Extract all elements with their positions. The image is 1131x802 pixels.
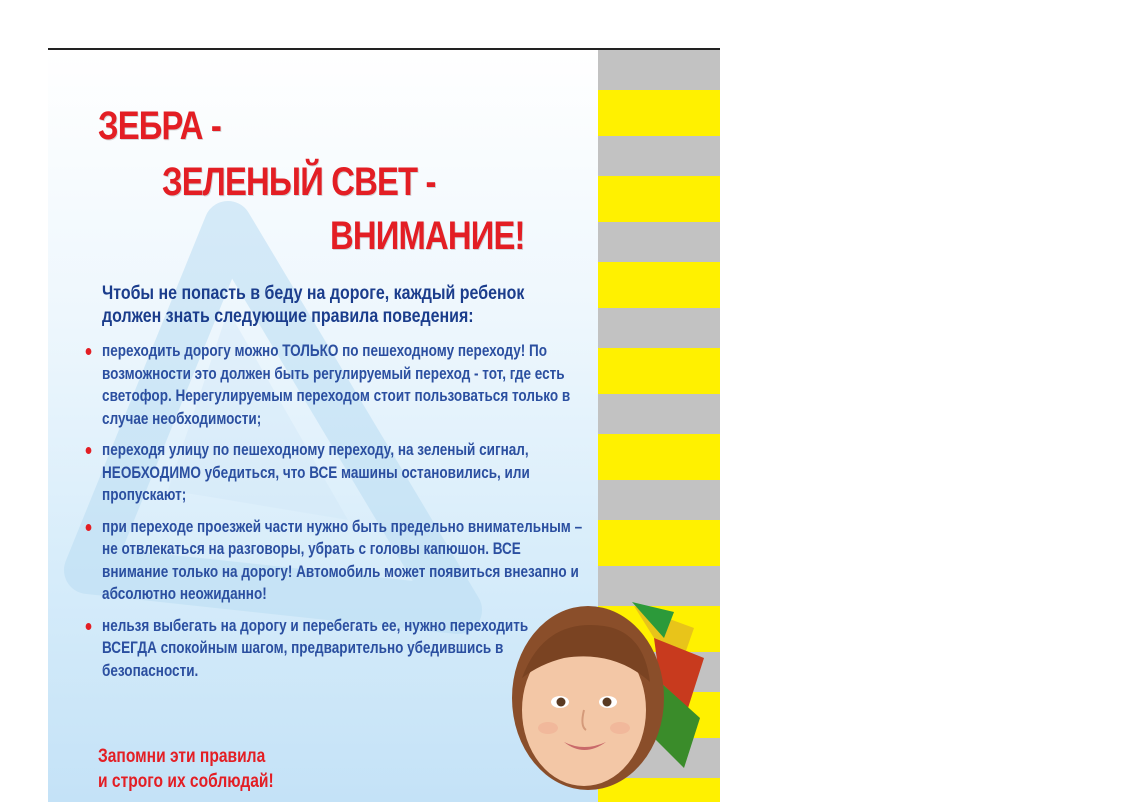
rule-text: при переходе проезжей части нужно быть предельно внимательным – не отвлекаться на разговоры, убрать с головы капюшон. ВСЕ внимание только на дорогу! Автомобиль может появиться внезапно и абсолютно неожиданно! — [102, 517, 583, 603]
rule-item — [84, 340, 584, 430]
rule-text: переходить дорогу можно ТОЛЬКО по пешеходному переходу! По возможности это должен быть регулируемый переход - тот, где есть светофор. Нерегулируемым переходом стоит пользоваться только в случае необходимости; — [102, 342, 571, 428]
rule-text: нельзя выбегать на дорогу и перебегать ее, нужно переходить ВСЕГДА спокойным шагом, предварительно убедившись в безопасности. — [102, 616, 529, 680]
bullet-icon — [86, 524, 92, 531]
rule-item — [84, 516, 584, 606]
child-photo-illustration — [504, 598, 720, 802]
poster — [48, 48, 720, 802]
headline-line-3: ВНИМАНИЕ! — [330, 214, 525, 258]
rule-item — [84, 439, 584, 507]
headline-line-2: ЗЕЛЕНЫЙ СВЕТ - — [162, 160, 436, 204]
bullet-icon — [86, 447, 92, 454]
intro-text: Чтобы не попасть в беду на дороге, каждый ребенок должен знать следующие правила поведения: — [102, 283, 525, 327]
reminder-line-2: и строго их соблюдай! — [98, 771, 274, 792]
headline-line-1: ЗЕБРА - — [98, 104, 221, 148]
bullet-icon — [86, 623, 92, 630]
bullet-icon — [86, 348, 92, 355]
reminder-text — [98, 744, 360, 794]
reminder-line-1: Запомни эти правила — [98, 746, 266, 767]
rule-text: переходя улицу по пешеходному переходу, на зеленый сигнал, НЕОБХОДИМО убедиться, что ВСЕ машины остановились, или пропускают; — [102, 441, 530, 504]
